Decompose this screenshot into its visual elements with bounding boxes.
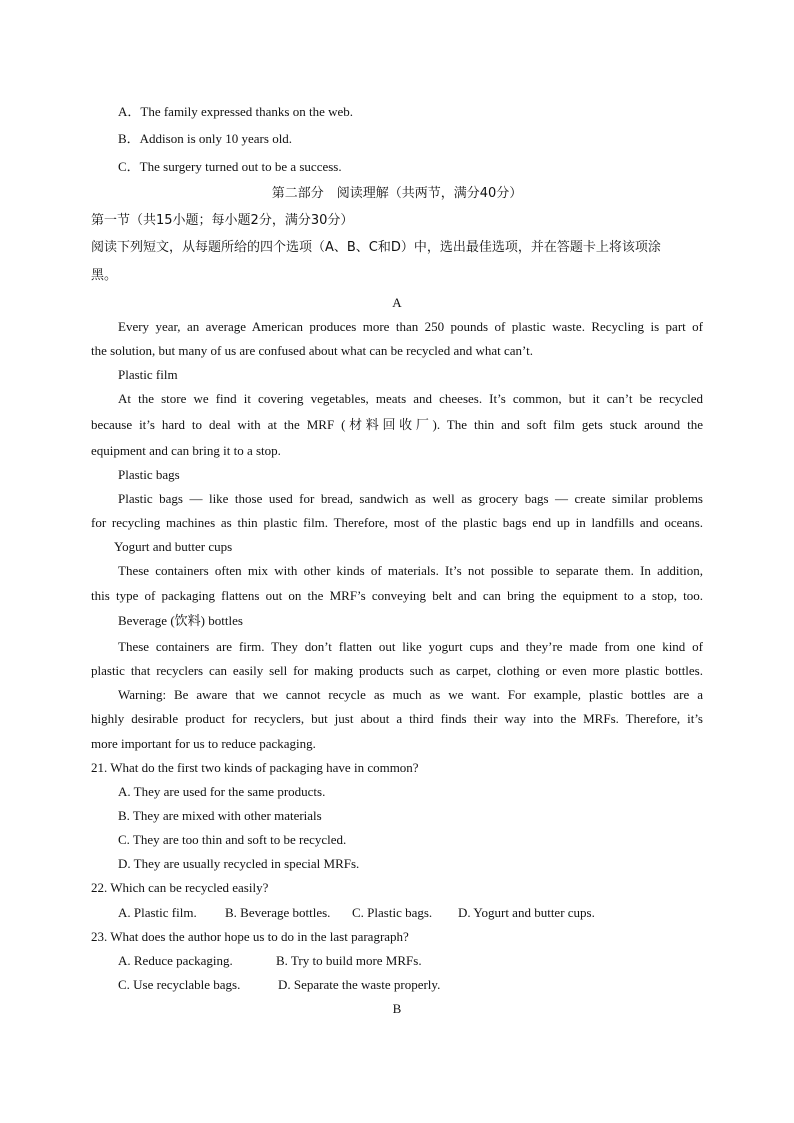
q23-option-b: B. Try to build more MRFs. [276, 953, 422, 968]
instructions-line-2: 黑。 [91, 268, 118, 283]
q21-stem: 21. What do the first two kinds of packaging have in common? [91, 760, 419, 775]
q21-option-d: D. They are usually recycled in special MRFs. [118, 856, 360, 871]
p3-line-2: this type of packaging flattens out on the MRF’s conveying belt and can bring the equipment to a stop, too. [91, 588, 703, 603]
part-title: 第二部分 阅读理解（共两节，满分40分） [271, 186, 523, 201]
q23-option-a: A. Reduce packaging. [118, 953, 233, 968]
p2-line-1: Plastic bags — like those used for bread, sandwich as well as grocery bags — create similar problems [118, 491, 703, 506]
passage-b-label: B [392, 1001, 402, 1016]
intro-line-1: Every year, an average American produces more than 250 pounds of plastic waste. Recycling is part of [118, 319, 703, 334]
prev-option-b: B．Addison is only 10 years old. [118, 131, 293, 146]
q22-stem: 22. Which can be recycled easily? [91, 880, 269, 895]
q22-option-a: A. Plastic film. [118, 905, 197, 920]
p1-line-2: because it’s hard to deal with at the MRF (材料回收厂). The thin and soft film gets stuck around the [91, 417, 703, 432]
q21-option-c: C. They are too thin and soft to be recycled. [118, 832, 347, 847]
q22-option-c: C. Plastic bags. [352, 905, 433, 920]
heading-plastic-film: Plastic film [118, 367, 178, 382]
q22-option-d: D. Yogurt and butter cups. [458, 905, 595, 920]
section-title: 第一节（共15小题；每小题2分，满分30分） [91, 213, 354, 228]
q21-option-a: A. They are used for the same products. [118, 784, 326, 799]
q21-option-b: B. They are mixed with other materials [118, 808, 322, 823]
prev-option-c: C．The surgery turned out to be a success. [118, 159, 342, 174]
heading-yogurt-cups: Yogurt and butter cups [114, 539, 233, 554]
q22-option-b: B. Beverage bottles. [225, 905, 331, 920]
p1-line-3: equipment and can bring it to a stop. [91, 443, 281, 458]
p4-line-1: These containers are firm. They don’t flatten out like yogurt cups and they’re made from one kind of [118, 639, 703, 654]
p1-line-1: At the store we find it covering vegetables, meats and cheeses. It’s common, but it can’t be recycled [118, 391, 703, 406]
p5-line-3: more important for us to reduce packaging. [91, 736, 316, 751]
p2-line-2: for recycling machines as thin plastic film. Therefore, most of the plastic bags end up in landfills and oceans. [91, 515, 703, 530]
p4-line-2: plastic that recyclers can easily sell for making products such as carpet, clothing or even more plastic bottles. [91, 663, 703, 678]
heading-beverage-bottles: Beverage (饮料) bottles [118, 613, 243, 628]
instructions-line-1: 阅读下列短文，从每题所给的四个选项（A、B、C和D）中，选出最佳选项，并在答题卡上将该项涂 [91, 240, 661, 255]
p5-line-2: highly desirable product for recyclers, but just about a third finds their way into the MRFs. Therefore, it’s [91, 711, 703, 726]
p5-line-1: Warning: Be aware that we cannot recycle as much as we want. For example, plastic bottles are a [118, 687, 703, 702]
heading-plastic-bags: Plastic bags [118, 467, 180, 482]
q23-option-c: C. Use recyclable bags. [118, 977, 241, 992]
intro-line-2: the solution, but many of us are confused about what can be recycled and what can’t. [91, 343, 533, 358]
p3-line-1: These containers often mix with other kinds of materials. It’s not possible to separate them. In addition, [118, 563, 703, 578]
passage-a-label: A [392, 295, 402, 310]
q23-option-d: D. Separate the waste properly. [278, 977, 441, 992]
prev-option-a: A．The family expressed thanks on the web. [118, 104, 354, 119]
q23-stem: 23. What does the author hope us to do in the last paragraph? [91, 929, 409, 944]
